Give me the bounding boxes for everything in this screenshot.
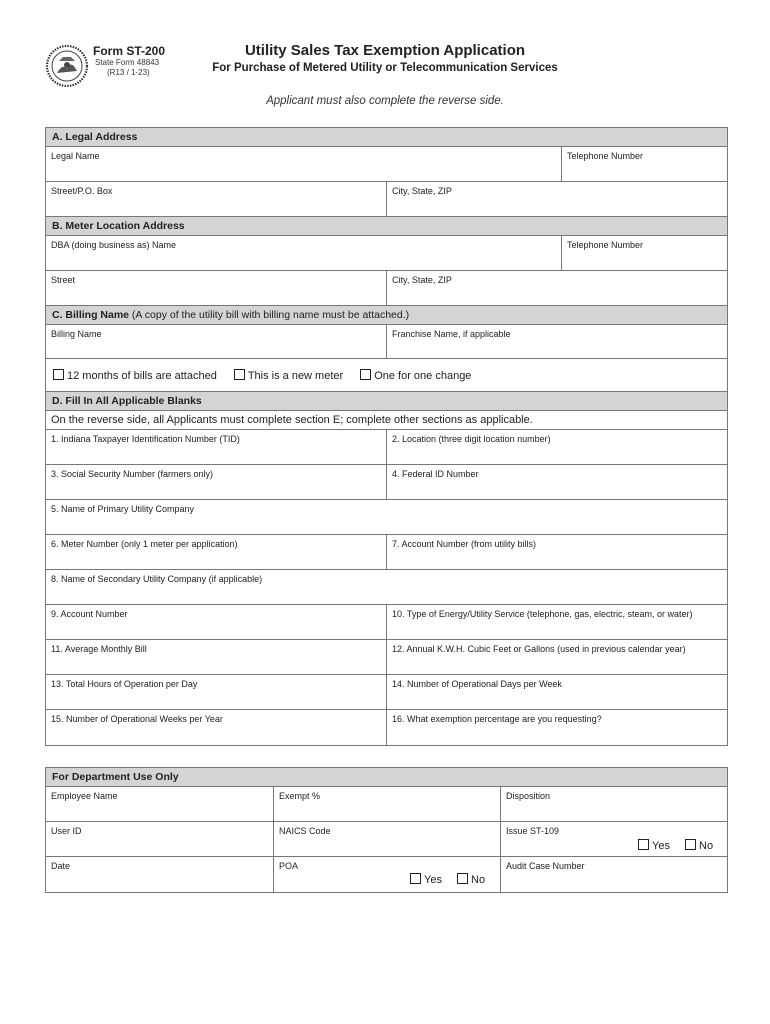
issue-st109-field[interactable] [500, 822, 727, 856]
new-meter-checkbox[interactable] [234, 369, 245, 380]
poa-yes-checkbox[interactable] [410, 873, 421, 884]
application-table [45, 127, 728, 746]
page-subtitle: For Purchase of Metered Utility or Telecommunication Services [212, 62, 558, 74]
form-id: Form ST-200 [93, 44, 166, 58]
tid-field[interactable]: 1. Indiana Taxpayer Identification Number (TID) [51, 434, 240, 444]
issue-yes-checkbox[interactable] [638, 839, 649, 850]
poa-yes-no: Yes No [410, 873, 485, 886]
issue-st109-label: Issue ST-109 [506, 826, 560, 836]
meter-telephone-field[interactable]: Telephone Number [561, 236, 727, 270]
franchise-name-field[interactable]: Franchise Name, if applicable [386, 325, 727, 358]
dba-name-field[interactable]: DBA (doing business as) Name [51, 240, 177, 250]
location-field[interactable]: 2. Location (three digit location number) [386, 430, 727, 464]
federal-id-field[interactable]: 4. Federal ID Number [386, 465, 727, 499]
billing-checkboxes [46, 359, 727, 392]
legal-city-field[interactable]: City, State, ZIP [386, 182, 727, 216]
naics-code-field[interactable]: NAICS Code [273, 822, 500, 856]
issue-yes-no: Yes No [638, 839, 713, 852]
poa-field[interactable] [273, 857, 500, 892]
account-number-field[interactable]: 7. Account Number (from utility bills) [386, 535, 727, 569]
issue-no-checkbox[interactable] [685, 839, 696, 850]
service-type-field[interactable]: 10. Type of Energy/Utility Service (telephone, gas, electric, steam, or water) [386, 605, 727, 639]
date-field[interactable]: Date [51, 861, 71, 871]
days-per-week-field[interactable]: 14. Number of Operational Days per Week [386, 675, 727, 709]
poa-label: POA [279, 861, 299, 871]
legal-telephone-field[interactable]: Telephone Number [561, 147, 727, 181]
employee-name-field[interactable]: Employee Name [51, 791, 118, 801]
billing-name-field[interactable]: Billing Name [51, 329, 102, 339]
title-block [190, 42, 580, 74]
annual-usage-field[interactable]: 12. Annual K.W.H. Cubic Feet or Gallons (used in previous calendar year) [386, 640, 727, 674]
exempt-percent-field[interactable]: Exempt % [273, 787, 500, 821]
bills-attached-checkbox[interactable] [53, 369, 64, 380]
revision: (R13 / 1-23) [107, 68, 150, 77]
poa-no-checkbox[interactable] [457, 873, 468, 884]
ssn-field[interactable]: 3. Social Security Number (farmers only) [51, 469, 214, 479]
meter-number-field[interactable]: 6. Meter Number (only 1 meter per application) [51, 539, 238, 549]
legal-name-field[interactable]: Legal Name [51, 151, 100, 161]
hours-per-day-field[interactable]: 13. Total Hours of Operation per Day [51, 679, 198, 689]
instruction-text: Applicant must also complete the reverse side. [266, 95, 504, 107]
section-d-heading: D. Fill In All Applicable Blanks [46, 392, 727, 411]
one-for-one-option[interactable]: One for one change [360, 369, 471, 382]
monthly-bill-field[interactable]: 11. Average Monthly Bill [51, 644, 147, 654]
page-title: Utility Sales Tax Exemption Application [244, 42, 526, 59]
audit-case-field[interactable]: Audit Case Number [500, 857, 727, 892]
state-form-number: State Form 48843 [95, 58, 160, 67]
bills-attached-option[interactable]: 12 months of bills are attached [53, 369, 217, 382]
secondary-utility-field[interactable]: 8. Name of Secondary Utility Company (if applicable) [51, 574, 263, 584]
meter-city-field[interactable]: City, State, ZIP [386, 271, 727, 305]
user-id-field[interactable]: User ID [51, 826, 82, 836]
state-seal-icon [45, 43, 89, 89]
section-a-heading: A. Legal Address [46, 128, 727, 147]
department-use-table [45, 767, 728, 893]
exemption-percentage-field[interactable]: 16. What exemption percentage are you requesting? [386, 710, 727, 745]
new-meter-option[interactable]: This is a new meter [234, 369, 343, 382]
section-b-heading: B. Meter Location Address [46, 217, 727, 236]
section-c-heading: C. Billing Name (A copy of the utility bill with billing name must be attached.) [46, 306, 727, 325]
section-d-note: On the reverse side, all Applicants must complete section E; complete other sections as applicable. [46, 411, 727, 430]
primary-utility-field[interactable]: 5. Name of Primary Utility Company [51, 504, 195, 514]
form-identifier [93, 44, 193, 78]
department-heading: For Department Use Only [46, 768, 727, 787]
meter-street-field[interactable]: Street [51, 275, 76, 285]
legal-street-field[interactable]: Street/P.O. Box [51, 186, 113, 196]
disposition-field[interactable]: Disposition [500, 787, 727, 821]
one-for-one-checkbox[interactable] [360, 369, 371, 380]
weeks-per-year-field[interactable]: 15. Number of Operational Weeks per Year [51, 714, 223, 724]
secondary-account-field[interactable]: 9. Account Number [51, 609, 128, 619]
